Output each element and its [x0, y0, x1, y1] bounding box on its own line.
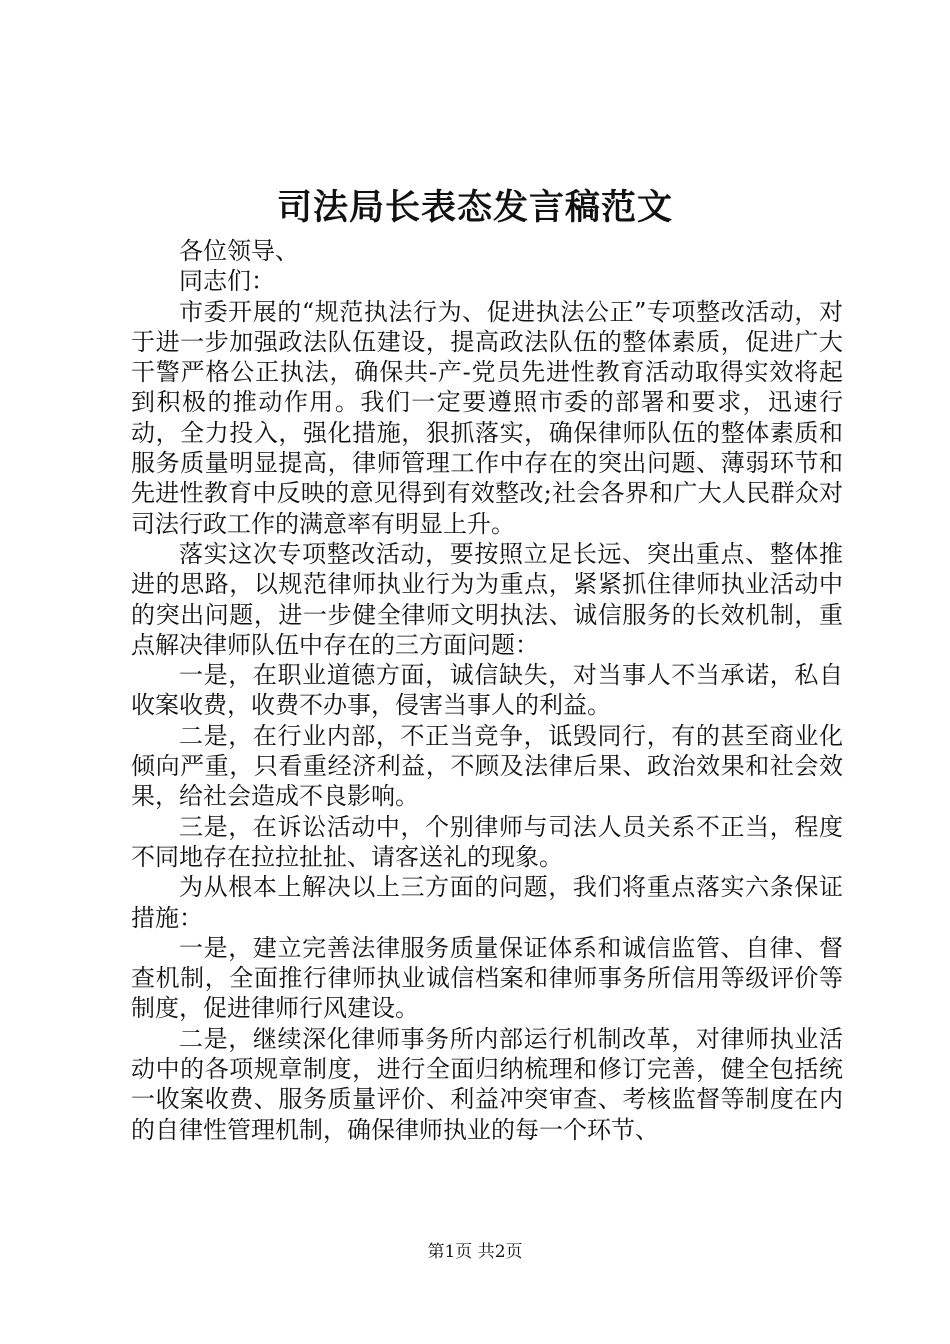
paragraph-problem-two: 二是，在行业内部，不正当竞争，诋毁同行，有的甚至商业化倾向严重，只看重经济利益，不顾及法律后果、政治效果和社会效果，给社会造成不良影响。	[131, 721, 843, 811]
paragraph-problem-one: 一是，在职业道德方面，诚信缺失，对当事人不当承诺，私自收案收费，收费不办事，侵害当事人的利益。	[131, 661, 843, 720]
paragraph-approach: 落实这次专项整改活动，要按照立足长远、突出重点、整体推进的思路，以规范律师执业行为为重点，紧紧抓住律师执业活动中的突出问题，进一步健全律师文明执法、诚信服务的长效机制，重点解决律师队伍中存在的三方面问题：	[131, 539, 843, 659]
salutation-leaders: 各位领导、	[179, 237, 299, 265]
page-number-footer: 第1页 共2页	[427, 1242, 523, 1262]
paragraph-measure-one: 一是，建立完善法律服务质量保证体系和诚信监管、自律、督查机制，全面推行律师执业诚信档案和律师事务所信用等级评价等制度，促进律师行风建设。	[131, 933, 843, 1023]
paragraph-measures-intro: 为从根本上解决以上三方面的问题，我们将重点落实六条保证措施：	[131, 873, 843, 932]
salutation-comrades: 同志们：	[179, 267, 275, 296]
paragraph-intro: 市委开展的“规范执法行为、促进执法公正”专项整改活动，对于进一步加强政法队伍建设，提高政法队伍的整体素质，促进广大干警严格公正执法，确保共-产-党员先进性教育活动取得实效将起到积极的推动作用。我们一定要遵照市委的部署和要求，迅速行动，全力投入，强化措施，狠抓落实，确保律师队伍的整体素质和服务质量明显提高，律师管理工作中存在的突出问题、薄弱环节和先进性教育中反映的意见得到有效整改;社会各界和广大人民群众对司法行政工作的满意率有明显上升。	[131, 297, 843, 538]
paragraph-measure-two: 二是，继续深化律师事务所内部运行机制改革，对律师执业活动中的各项规章制度，进行全面归纳梳理和修订完善，健全包括统一收案收费、服务质量评价、利益冲突审查、考核监督等制度在内的自律性管理机制，确保律师执业的每一个环节、	[131, 1024, 843, 1144]
document-body	[131, 236, 843, 1145]
document-title: 司法局长表态发言稿范文	[276, 187, 673, 228]
paragraph-problem-three: 三是，在诉讼活动中，个别律师与司法人员关系不正当，程度不同地存在拉拉扯扯、请客送礼的现象。	[131, 812, 843, 871]
